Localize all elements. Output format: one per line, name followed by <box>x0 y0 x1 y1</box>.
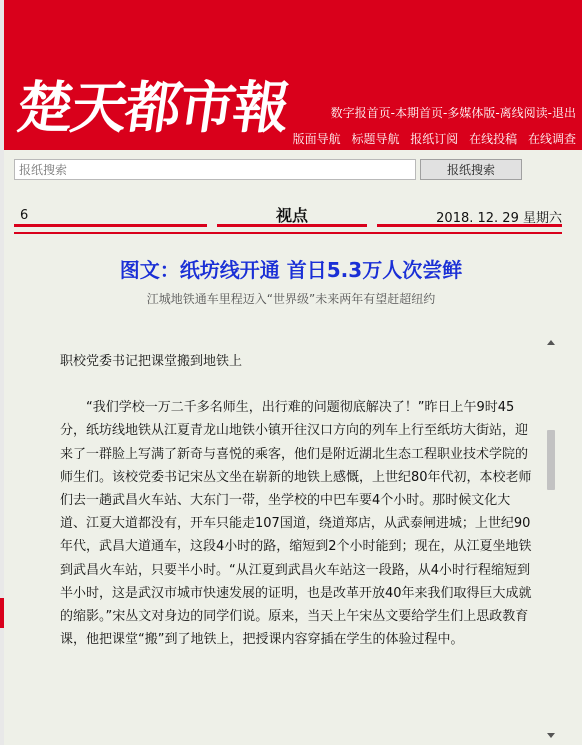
nav-link-submit[interactable]: 在线投稿 <box>469 132 518 146</box>
article-headline: 图文：纸坊线开通 首日5.3万人次尝鲜 <box>119 258 463 282</box>
section-divider-lower <box>14 232 562 234</box>
article-scrollbar[interactable] <box>542 335 560 745</box>
scroll-up-arrow-icon[interactable] <box>547 340 555 345</box>
top-nav-links[interactable]: 数字报首页-本期首页-多媒体版-离线阅读-退出 <box>330 106 576 120</box>
bottom-nav-links <box>286 130 576 147</box>
search-button[interactable]: 报纸搜索 <box>420 159 522 180</box>
article-intro: 职校党委书记把课堂搬到地铁上 <box>60 354 243 369</box>
article-subheadline: 江城地铁通车里程迈入“世界级”未来两年有望赶超纽约 <box>146 292 436 306</box>
article-body-pane <box>60 338 535 745</box>
scroll-down-arrow-icon[interactable] <box>547 733 555 738</box>
scroll-thumb[interactable] <box>547 430 555 490</box>
section-header <box>14 203 562 235</box>
issue-date: 2018. 12. 29 星期六 <box>436 211 562 226</box>
nav-link-layout[interactable]: 版面导航 <box>292 132 341 146</box>
page-number: 6 <box>20 208 29 223</box>
article-paragraph: “我们学校一万二千多名师生，出行难的问题彻底解决了！”昨日上午9时45分，纸坊线地铁从江夏青龙山地铁小镇开往汉口方向的列车上行至纸坊大街站，迎来了一群脸上写满了新奇与喜悦的乘客，他们是附近湖北生态工程职业技术学院的师生们。该校党委书记宋丛文坐在崭新的地铁上感慨，上世纪80年代初，本校老师们去一趟武昌火车站、大东门一带，坐学校的中巴车要4个小时。那时候文化大道、江夏大道都没有，开车只能走107国道，绕道郑店，从武泰闸进城；上世纪90年代，武昌大道通车，这段4小时的路，缩短到2个小时能到；现在，从江夏坐地铁到武昌火车站，只要半小时。“从江夏到武昌火车站这一段路，从4小时行程缩短到半小时，这是武汉市城市快速发展的证明，也是改革开放40年来我们取得巨大成就的缩影。”宋丛文对身边的同学们说。原来，当天上午宋丛文要给学生们上思政教育课，他把课堂“搬”到了地铁上，把授课内容穿插在学生的体验过程中。 <box>60 400 532 648</box>
nav-link-titles[interactable]: 标题导航 <box>351 132 400 146</box>
search-input[interactable] <box>14 159 416 180</box>
section-divider <box>14 224 207 227</box>
section-title: 视点 <box>276 206 309 225</box>
left-edge-red-marker <box>0 598 4 628</box>
masthead-logo: 楚天都市報 <box>12 75 293 141</box>
masthead-banner <box>4 0 582 150</box>
nav-link-subscribe[interactable]: 报纸订阅 <box>410 132 459 146</box>
nav-link-survey[interactable]: 在线调查 <box>527 132 576 146</box>
